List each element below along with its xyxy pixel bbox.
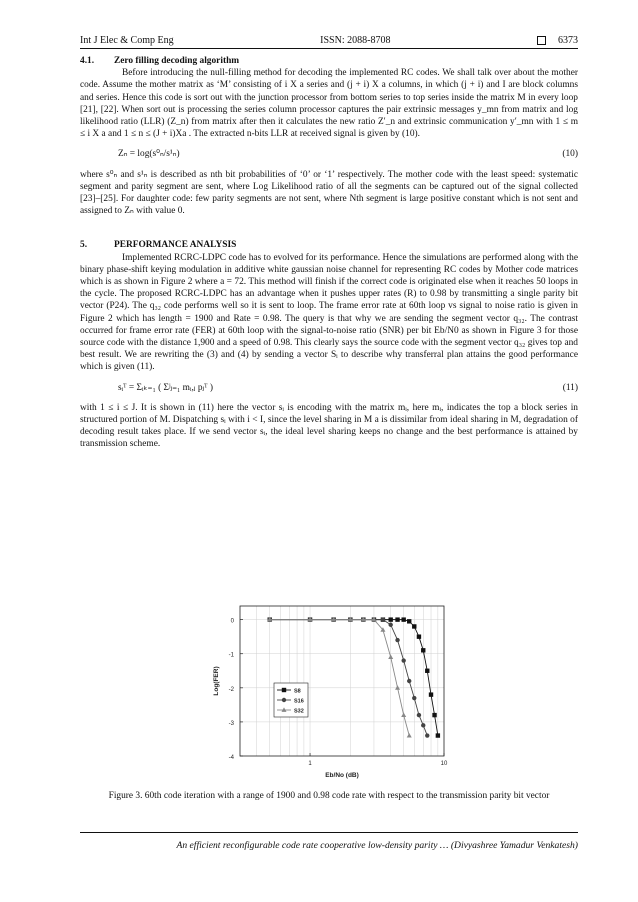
x-axis-label: Eb/No (dB) — [325, 772, 359, 779]
footer-rule — [80, 832, 578, 833]
figure-3 — [80, 596, 578, 781]
figure-caption: Figure 3. 60th code iteration with a range of 1900 and 0.98 code rate with respect to the transmission parity bit vector — [108, 791, 550, 801]
data-point-s8 — [425, 669, 429, 673]
header-right — [537, 35, 578, 46]
legend-marker — [282, 688, 286, 692]
y-tick-label: -4 — [228, 755, 234, 761]
data-point-s16 — [425, 733, 429, 737]
data-point-s16 — [417, 713, 421, 717]
checkbox-icon — [537, 36, 546, 45]
data-point-s32 — [407, 733, 412, 738]
data-point-s32 — [395, 685, 400, 690]
section-5-heading — [80, 239, 578, 251]
data-point-s8 — [432, 713, 436, 717]
header-rule — [80, 48, 578, 49]
series-line-s32 — [270, 620, 410, 736]
legend-label: S16 — [294, 698, 304, 705]
data-point-s16 — [412, 696, 416, 700]
equation-11-body: sᵢᵀ = Σᵢₖ₌₁ ( Σʲⱼ₌₁ mᵢ,ⱼ pⱼᵀ ) — [118, 382, 214, 393]
data-point-s32 — [388, 655, 393, 660]
data-point-s8 — [417, 634, 421, 638]
data-point-s16 — [395, 638, 399, 642]
section-number: 4.1. — [80, 56, 95, 66]
data-point-s16 — [421, 723, 425, 727]
body-content — [80, 55, 578, 451]
equation-10 — [80, 148, 578, 160]
section-number: 5. — [80, 240, 88, 251]
issn: ISSN: 2088-8708 — [320, 35, 391, 46]
journal-name: Int J Elec & Comp Eng — [80, 35, 174, 46]
data-point-s16 — [401, 658, 405, 662]
page-header — [80, 30, 578, 46]
y-tick-label: -3 — [228, 720, 234, 727]
section-5-paragraph-2: with 1 ≤ i ≤ J. It is shown in (11) here the vector sᵢ is encoding with the matrix mᵢ, here mᵢ, indicates the top a block series in structured portion of M. Dispatching sᵢ with i < I, since the level sharing in M a is dissimilar from ideal sharing in M, degradation of decoding result takes place. If we send vector sᵢ, the ideal level sharing keeps no change and the best performance is attained by transmission scheme. — [80, 402, 578, 450]
data-point-s32 — [401, 712, 406, 717]
legend-label: S8 — [294, 688, 301, 695]
section-4-1-paragraph-1: Before introducing the null-filling method for decoding the implemented RC codes. We shall talk over about the mother code. Assume the mother matrix as ‘M’ consisting of i X a series and (j + i) X a columns, in which (j + i) and I are block columns and series. Hence this code is sort out with the junction processor from bottom series to top series inside the matrix M in every loop [21], [22]. When sort out is processing the series column processor captures the pair extrinsic messages y_mn from matrix and log likelihood ratio (LLR) (Z_n) from matrix after then it calculates the new ratio Z′_n and extrinsic communication y′_mn with 1 ≤ m ≤ i X a and 1 ≤ n ≤ (J + i)Xa . The extracted n-bits LLR at received signal is given by (10). — [80, 68, 578, 140]
equation-11-number: (11) — [562, 382, 578, 393]
data-point-s8 — [395, 617, 399, 621]
data-point-s8 — [436, 733, 440, 737]
equation-10-body: Zₙ = log(s⁰ₙ/s¹ₙ) — [118, 149, 180, 160]
data-point-s8 — [407, 619, 411, 623]
equation-11 — [80, 382, 578, 394]
y-axis-label: Log(FER) — [213, 666, 220, 696]
data-point-s8 — [401, 617, 405, 621]
section-4-1-paragraph-2: where s⁰ₙ and s¹ₙ is described as nth bit probabilities of ‘0’ or ‘1’ respectively. The mother code with the least speed: systematic segment and parity segment are sent, where Log Likelihood ratio of all the segments can be captured out of the signal collected [23]–[25]. For daughter code: few parity segments are not sent, where Nth segment is large positive constant which is not sent and assigned to Zₙ with value 0. — [80, 169, 578, 217]
data-point-s8 — [421, 648, 425, 652]
section-5-paragraph-1: Implemented RCRC-LDPC code has to evolved for its performance. Hence the simulations are performed along with the binary phase-shift keying modulation in additive white gaussian noise channel for representing RC codes by Mother code matrices which is as shown in Figure 2 where a = 72. This method will finish if the correct code is originated else when it reaches 50 loops in the cycle. The proposed RCRC-LDPC has an advantage when it pushes upper rates (R) to 0.98 by transmitting a single parity bit vector (P24). The q₃₂ code performs well so it is sent to loop. The frame error rate at 60th loop vs signal to noise ratio is given in Figure 2 which has length = 1900 and Rate = 0.98. The query is that why we are sending the segment vector q₃₂. The contrast occurred for frame error rate (FER) at 60th loop with the signal-to-noise ratio (SNR) per bit Eb/N0 as shown in Figure 3 for those source code with the distance 1,900 and a speed of 0.98. This clearly says the source code with the segment vector q₃₂ gives top and best result. We are rewriting the (3) and (4) by sending a vector Sᵢ to describe why transferral plan attains the good performance which is given (11). — [80, 252, 578, 373]
section-title: Zero filling decoding algorithm — [114, 56, 240, 66]
data-point-s16 — [388, 623, 392, 627]
page-number: 6373 — [558, 35, 578, 46]
data-point-s8 — [412, 624, 416, 628]
page-footer: An efficient reconfigurable code rate cooperative low-density parity … (Divyashree Yamadur Venkatesh) — [176, 840, 578, 851]
series-line-s8 — [270, 620, 438, 736]
y-tick-label: -1 — [228, 652, 234, 659]
data-point-s8 — [429, 692, 433, 696]
equation-10-number: (10) — [562, 149, 578, 160]
section-title: PERFORMANCE ANALYSIS — [114, 240, 237, 251]
data-point-s8 — [388, 617, 392, 621]
x-tick-label: 10 — [440, 761, 448, 767]
data-point-s16 — [407, 679, 411, 683]
y-tick-label: -2 — [228, 686, 234, 693]
legend-marker — [282, 698, 286, 702]
data-point-s16 — [381, 617, 385, 621]
y-tick-label: 0 — [230, 618, 234, 625]
section-4-1-heading — [80, 55, 578, 67]
legend-label: S32 — [294, 708, 304, 715]
fer-chart — [80, 596, 578, 781]
x-tick-label: 1 — [308, 761, 312, 767]
